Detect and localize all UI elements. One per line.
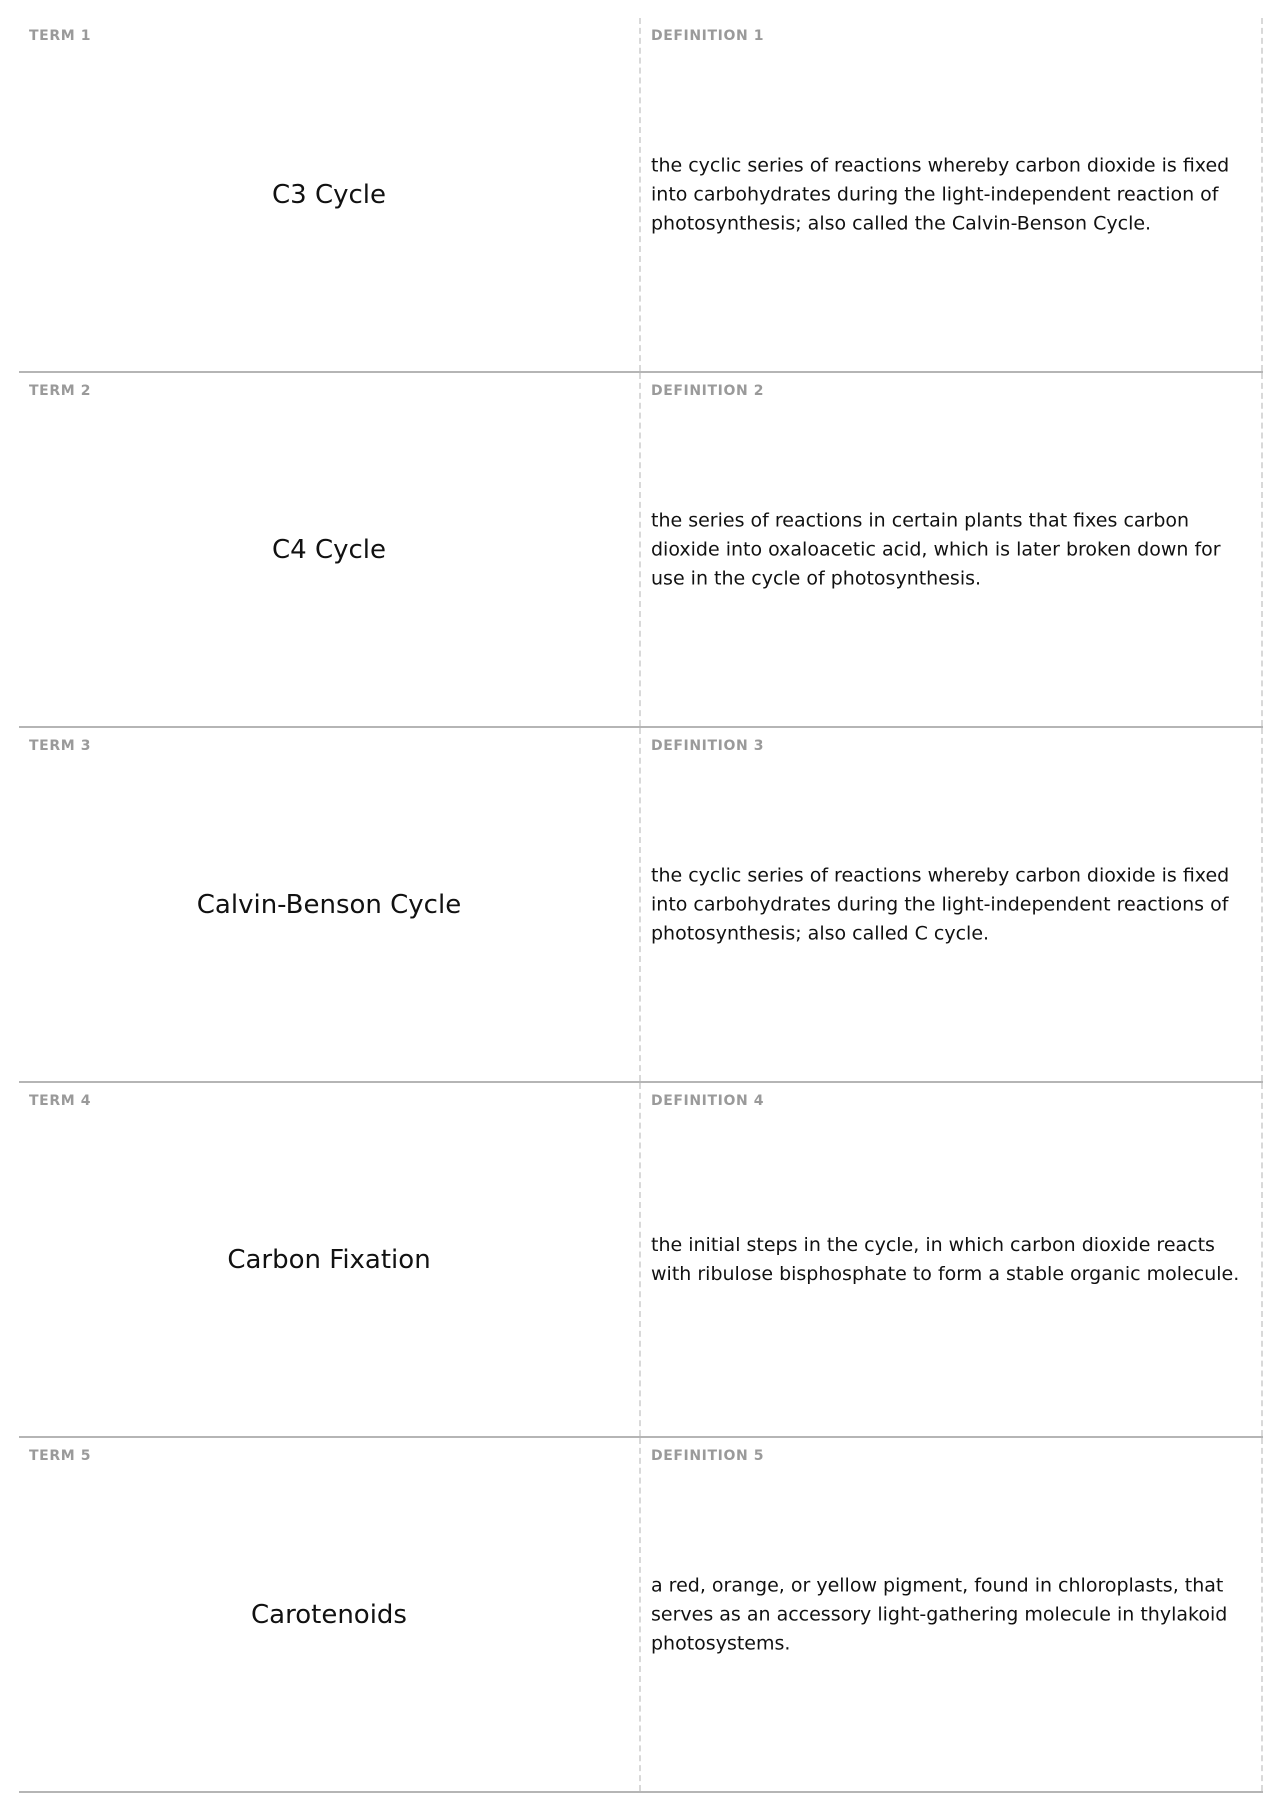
definition-label: DEFINITION 3 — [651, 738, 765, 754]
term-text: C3 Cycle — [271, 179, 387, 210]
flashcard-sheet — [19, 18, 1263, 1793]
flashcard-row-4 — [19, 1083, 1263, 1438]
definition-label: DEFINITION 5 — [651, 1448, 765, 1464]
definition-label: DEFINITION 1 — [651, 28, 765, 44]
term-label: TERM 3 — [29, 738, 92, 754]
term-text: C4 Cycle — [271, 534, 387, 565]
term-text: Carbon Fixation — [227, 1244, 431, 1275]
term-text: Carotenoids — [251, 1599, 407, 1630]
definition-label: DEFINITION 4 — [651, 1093, 765, 1109]
definition-text: the cyclic series of reactions whereby carbon dioxide is fixed into carbohydrates during the light-independent reactions of photosynthesis; also called C cycle. — [651, 864, 1230, 944]
definition-text: the series of reactions in certain plants that fixes carbon dioxide into oxaloacetic acid, which is later broken down for use in the cycle of photosynthesis. — [651, 509, 1221, 589]
definition-text: the cyclic series of reactions whereby carbon dioxide is fixed into carbohydrates during the light-independent reaction of photosynthesis; also called the Calvin-Benson Cycle. — [651, 154, 1230, 234]
definition-cell — [641, 1438, 1263, 1791]
flashcard-row-5 — [19, 1438, 1263, 1793]
term-cell — [19, 373, 641, 726]
definition-label: DEFINITION 2 — [651, 383, 765, 399]
definition-cell — [641, 18, 1263, 371]
term-label: TERM 5 — [29, 1448, 92, 1464]
term-text: Calvin-Benson Cycle — [196, 889, 462, 920]
definition-cell — [641, 373, 1263, 726]
definition-cell — [641, 1083, 1263, 1436]
term-label: TERM 4 — [29, 1093, 92, 1109]
term-cell — [19, 18, 641, 371]
term-cell — [19, 1438, 641, 1791]
flashcard-row-3 — [19, 728, 1263, 1083]
term-cell — [19, 1083, 641, 1436]
term-label: TERM 2 — [29, 383, 92, 399]
flashcard-row-2 — [19, 373, 1263, 728]
definition-text: the initial steps in the cycle, in which carbon dioxide reacts with ribulose bisphosphate to form a stable organic molecule. — [651, 1233, 1240, 1285]
term-label: TERM 1 — [29, 28, 92, 44]
flashcard-row-1 — [19, 18, 1263, 373]
term-cell — [19, 728, 641, 1081]
definition-text: a red, orange, or yellow pigment, found in chloroplasts, that serves as an accessory light-gathering molecule in thylakoid photosystems. — [651, 1574, 1228, 1654]
definition-cell — [641, 728, 1263, 1081]
